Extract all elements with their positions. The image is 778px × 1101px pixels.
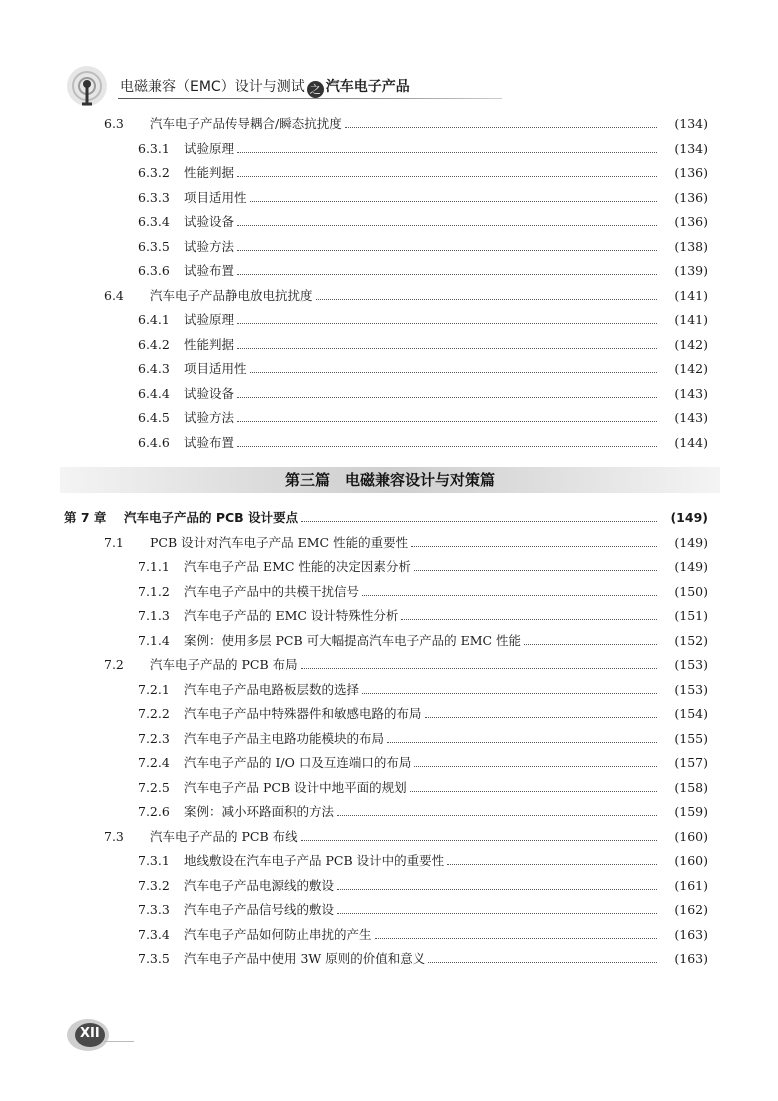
toc-entry-page: (160) — [674, 828, 708, 844]
toc-entry[interactable] — [138, 261, 708, 279]
toc-entry-page: (154) — [674, 706, 708, 721]
toc-leader-dots — [337, 814, 657, 816]
toc-entry-page: (142) — [674, 361, 708, 376]
toc-entry[interactable] — [138, 606, 708, 624]
toc-entry[interactable] — [138, 851, 708, 869]
toc-entry[interactable] — [138, 408, 708, 426]
toc-entry-number: 第 7 章 — [64, 510, 107, 525]
toc-entry-number: 7.1.1 — [138, 559, 170, 574]
toc-entry-title: 汽车电子产品的 PCB 布局 — [150, 657, 298, 672]
toc-entry-title: 汽车电子产品信号线的敷设 — [184, 902, 335, 917]
toc-leader-dots — [250, 200, 657, 202]
toc-leader-dots — [345, 126, 657, 128]
toc-entry-title: 案例：使用多层 PCB 可大幅提高汽车电子产品的 EMC 性能 — [184, 632, 522, 648]
toc-entry[interactable] — [138, 212, 708, 230]
toc-leader-dots — [337, 888, 657, 890]
toc-entry[interactable] — [138, 557, 708, 575]
toc-entry[interactable] — [104, 114, 708, 132]
toc-entry-page: (163) — [674, 926, 708, 942]
toc-entry-number: 6.4.2 — [138, 336, 170, 352]
satellite-dish-logo-icon — [64, 64, 110, 108]
toc-entry-page: (153) — [674, 681, 708, 697]
toc-entry-title: 试验设备 — [184, 214, 235, 229]
toc-entry-number: 6.4.3 — [138, 361, 170, 376]
toc-leader-dots — [428, 961, 657, 963]
toc-entry-title: PCB 设计对汽车电子产品 EMC 性能的重要性 — [150, 534, 409, 550]
toc-leader-dots — [447, 863, 657, 865]
toc-entry-number: 6.4 — [104, 287, 124, 303]
toc-entry-title: 试验布置 — [184, 434, 235, 450]
toc-entry-number: 7.2.5 — [138, 779, 170, 795]
toc-entry-title: 汽车电子产品的 I/O 口及互连端口的布局 — [184, 755, 412, 770]
toc-entry-title: 汽车电子产品电路板层数的选择 — [184, 681, 360, 697]
toc-leader-dots — [237, 445, 657, 447]
toc-entry-number: 6.3.5 — [138, 238, 170, 254]
toc-entry-number: 7.3.5 — [138, 951, 170, 966]
book-title-prefix: 电磁兼容（EMC）设计与测试 — [120, 79, 305, 95]
toc-leader-dots — [237, 322, 657, 324]
toc-entry-title: 汽车电子产品传导耦合/瞬态抗扰度 — [150, 116, 342, 131]
toc-entry[interactable] — [138, 729, 708, 747]
toc-entry-title: 汽车电子产品的 PCB 设计要点 — [124, 510, 299, 525]
toc-entry-title: 性能判据 — [184, 165, 235, 180]
toc-entry-title: 试验布置 — [184, 263, 235, 278]
toc-entry-title: 性能判据 — [184, 336, 235, 352]
toc-leader-dots — [401, 618, 657, 620]
toc-entry-number: 7.3 — [104, 828, 124, 844]
toc-entry-page: (141) — [674, 287, 708, 303]
toc-entry-page: (152) — [674, 632, 708, 648]
toc-entry-page: (136) — [674, 214, 708, 229]
toc-entry-number: 7.1.4 — [138, 632, 170, 648]
toc-entry-page: (141) — [674, 312, 708, 327]
toc-entry-title: 汽车电子产品中使用 3W 原则的价值和意义 — [184, 951, 426, 966]
toc-entry[interactable] — [138, 631, 708, 649]
toc-entry-number: 7.1.3 — [138, 608, 170, 623]
toc-leader-dots — [301, 839, 657, 841]
toc-entry[interactable] — [138, 778, 708, 796]
toc-entry-number: 6.3.4 — [138, 214, 170, 229]
toc-entry-title: 汽车电子产品的 EMC 设计特殊性分析 — [184, 608, 399, 623]
running-header — [60, 62, 450, 110]
toc-entry-title: 汽车电子产品如何防止串扰的产生 — [184, 926, 372, 942]
toc-entry-number: 7.2.3 — [138, 730, 170, 746]
header-rule — [118, 98, 502, 99]
toc-leader-dots — [237, 151, 657, 153]
toc-leader-dots — [414, 569, 657, 571]
toc-entry-page: (151) — [674, 608, 708, 623]
toc-entry-number: 6.4.1 — [138, 312, 170, 327]
toc-entry-page: (149) — [670, 510, 708, 525]
toc-entry-title: 地线敷设在汽车电子产品 PCB 设计中的重要性 — [184, 853, 445, 868]
toc-leader-dots — [337, 912, 657, 914]
toc-entry-number: 6.3.1 — [138, 140, 170, 156]
toc-entry[interactable] — [138, 925, 708, 943]
toc-leader-dots — [237, 396, 657, 398]
toc-entry-number: 7.1 — [104, 534, 124, 550]
toc-entry-number: 7.2 — [104, 657, 124, 672]
toc-entry[interactable] — [138, 582, 708, 600]
toc-entry-page: (139) — [674, 263, 708, 278]
toc-entry-number: 7.2.6 — [138, 804, 170, 819]
toc-entry-page: (150) — [674, 583, 708, 599]
toc-entry[interactable] — [104, 286, 708, 304]
toc-entry-title: 汽车电子产品 PCB 设计中地平面的规划 — [184, 779, 407, 795]
book-title — [120, 76, 410, 98]
toc-entry-number: 7.3.4 — [138, 926, 170, 942]
toc-leader-dots — [362, 594, 657, 596]
toc-entry[interactable] — [138, 680, 708, 698]
toc-leader-dots — [387, 741, 657, 743]
toc-entry-page: (143) — [674, 410, 708, 425]
toc-leader-dots — [524, 643, 657, 645]
toc-entry[interactable] — [138, 949, 708, 967]
toc-entry-number: 7.3.1 — [138, 853, 170, 868]
toc-leader-dots — [237, 347, 657, 349]
toc-entry-title: 案例：减小环路面积的方法 — [184, 804, 335, 819]
toc-entry-title: 试验原理 — [184, 140, 235, 156]
toc-entry-title: 试验方法 — [184, 238, 235, 254]
toc-entry-page: (159) — [674, 804, 708, 819]
toc-entry-title: 汽车电子产品电源线的敷设 — [184, 877, 335, 893]
toc-entry[interactable] — [104, 533, 708, 551]
toc-leader-dots — [237, 175, 657, 177]
toc-entry-title: 汽车电子产品静电放电抗扰度 — [150, 287, 313, 303]
toc-leader-dots — [237, 273, 657, 275]
toc-entry-number: 7.1.2 — [138, 583, 170, 599]
toc-entry-page: (149) — [674, 534, 708, 550]
book-title-connector: 之 — [307, 81, 324, 98]
toc-entry-page: (160) — [674, 853, 708, 868]
toc-entry-title: 汽车电子产品的 PCB 布线 — [150, 828, 298, 844]
toc-entry-page: (134) — [674, 116, 708, 131]
toc-entry[interactable] — [138, 359, 708, 377]
toc-entry-title: 试验方法 — [184, 410, 235, 425]
toc-entry-page: (138) — [674, 238, 708, 254]
toc-leader-dots — [425, 716, 657, 718]
part-banner — [60, 467, 720, 493]
toc-entry-number: 7.3.3 — [138, 902, 170, 917]
toc-entry[interactable] — [138, 876, 708, 894]
toc-entry[interactable] — [104, 655, 708, 673]
footer-rule — [104, 1041, 134, 1042]
toc-leader-dots — [237, 249, 657, 251]
toc-entry-page: (157) — [674, 755, 708, 770]
toc-entry-title: 汽车电子产品中的共模干扰信号 — [184, 583, 360, 599]
toc-entry-page: (143) — [674, 385, 708, 401]
toc-leader-dots — [316, 298, 657, 300]
toc-entry-number: 6.3.6 — [138, 263, 170, 278]
toc-leader-dots — [301, 520, 657, 522]
toc-entry-number: 6.3.3 — [138, 189, 170, 205]
toc-entry[interactable] — [138, 163, 708, 181]
toc-entry-number: 6.4.5 — [138, 410, 170, 425]
toc-entry[interactable] — [138, 802, 708, 820]
toc-entry-page: (136) — [674, 165, 708, 180]
toc-entry-number: 7.2.2 — [138, 706, 170, 721]
toc-entry[interactable] — [104, 827, 708, 845]
toc-entry-page: (158) — [674, 779, 708, 795]
toc-leader-dots — [237, 420, 657, 422]
toc-entry-title: 汽车电子产品 EMC 性能的决定因素分析 — [184, 559, 411, 574]
toc-entry[interactable] — [138, 900, 708, 918]
toc-entry-number: 6.3.2 — [138, 165, 170, 180]
toc-entry-page: (161) — [674, 877, 708, 893]
toc-leader-dots — [237, 224, 657, 226]
toc-entry-title: 汽车电子产品主电路功能模块的布局 — [184, 730, 385, 746]
toc-entry-page: (153) — [674, 657, 708, 672]
toc-entry-title: 试验设备 — [184, 385, 235, 401]
toc-leader-dots — [414, 765, 657, 767]
toc-entry[interactable] — [138, 237, 708, 255]
toc-leader-dots — [411, 545, 657, 547]
toc-entry-page: (162) — [674, 902, 708, 917]
toc-entry[interactable] — [138, 384, 708, 402]
toc-entry-number: 7.2.4 — [138, 755, 170, 770]
toc-entry[interactable] — [138, 704, 708, 722]
part-title: 第三篇 电磁兼容设计与对策篇 — [284, 471, 495, 489]
toc-entry[interactable] — [138, 433, 708, 451]
toc-entry-page: (149) — [674, 559, 708, 574]
toc-entry-page: (134) — [674, 140, 708, 156]
toc-leader-dots — [250, 371, 657, 373]
toc-entry-page: (144) — [674, 434, 708, 450]
toc-entry-page: (142) — [674, 336, 708, 352]
toc-entry[interactable] — [138, 188, 708, 206]
toc-entry-number: 7.3.2 — [138, 877, 170, 893]
toc-entry-page: (163) — [674, 951, 708, 966]
toc-entry[interactable] — [138, 753, 708, 771]
book-title-suffix: 汽车电子产品 — [325, 79, 410, 95]
toc-leader-dots — [375, 937, 657, 939]
toc-entry[interactable] — [138, 335, 708, 353]
toc-entry-title: 汽车电子产品中特殊器件和敏感电路的布局 — [184, 706, 422, 721]
toc-entry-title: 项目适用性 — [184, 361, 247, 376]
toc-entry-number: 6.3 — [104, 116, 124, 131]
toc-entry-number: 7.2.1 — [138, 681, 170, 697]
toc-leader-dots — [410, 790, 657, 792]
toc-entry-title: 试验原理 — [184, 312, 235, 327]
toc-entry-page: (136) — [674, 189, 708, 205]
toc-entry-title: 项目适用性 — [184, 189, 247, 205]
toc-leader-dots — [362, 692, 657, 694]
toc-entry-number: 6.4.4 — [138, 385, 170, 401]
toc-entry[interactable] — [138, 139, 708, 157]
toc-entry-page: (155) — [674, 730, 708, 746]
toc-leader-dots — [301, 667, 657, 669]
toc-chapter-entry[interactable] — [64, 508, 708, 526]
page-number: XII — [80, 1026, 100, 1041]
toc-entry[interactable] — [138, 310, 708, 328]
toc-entry-number: 6.4.6 — [138, 434, 170, 450]
